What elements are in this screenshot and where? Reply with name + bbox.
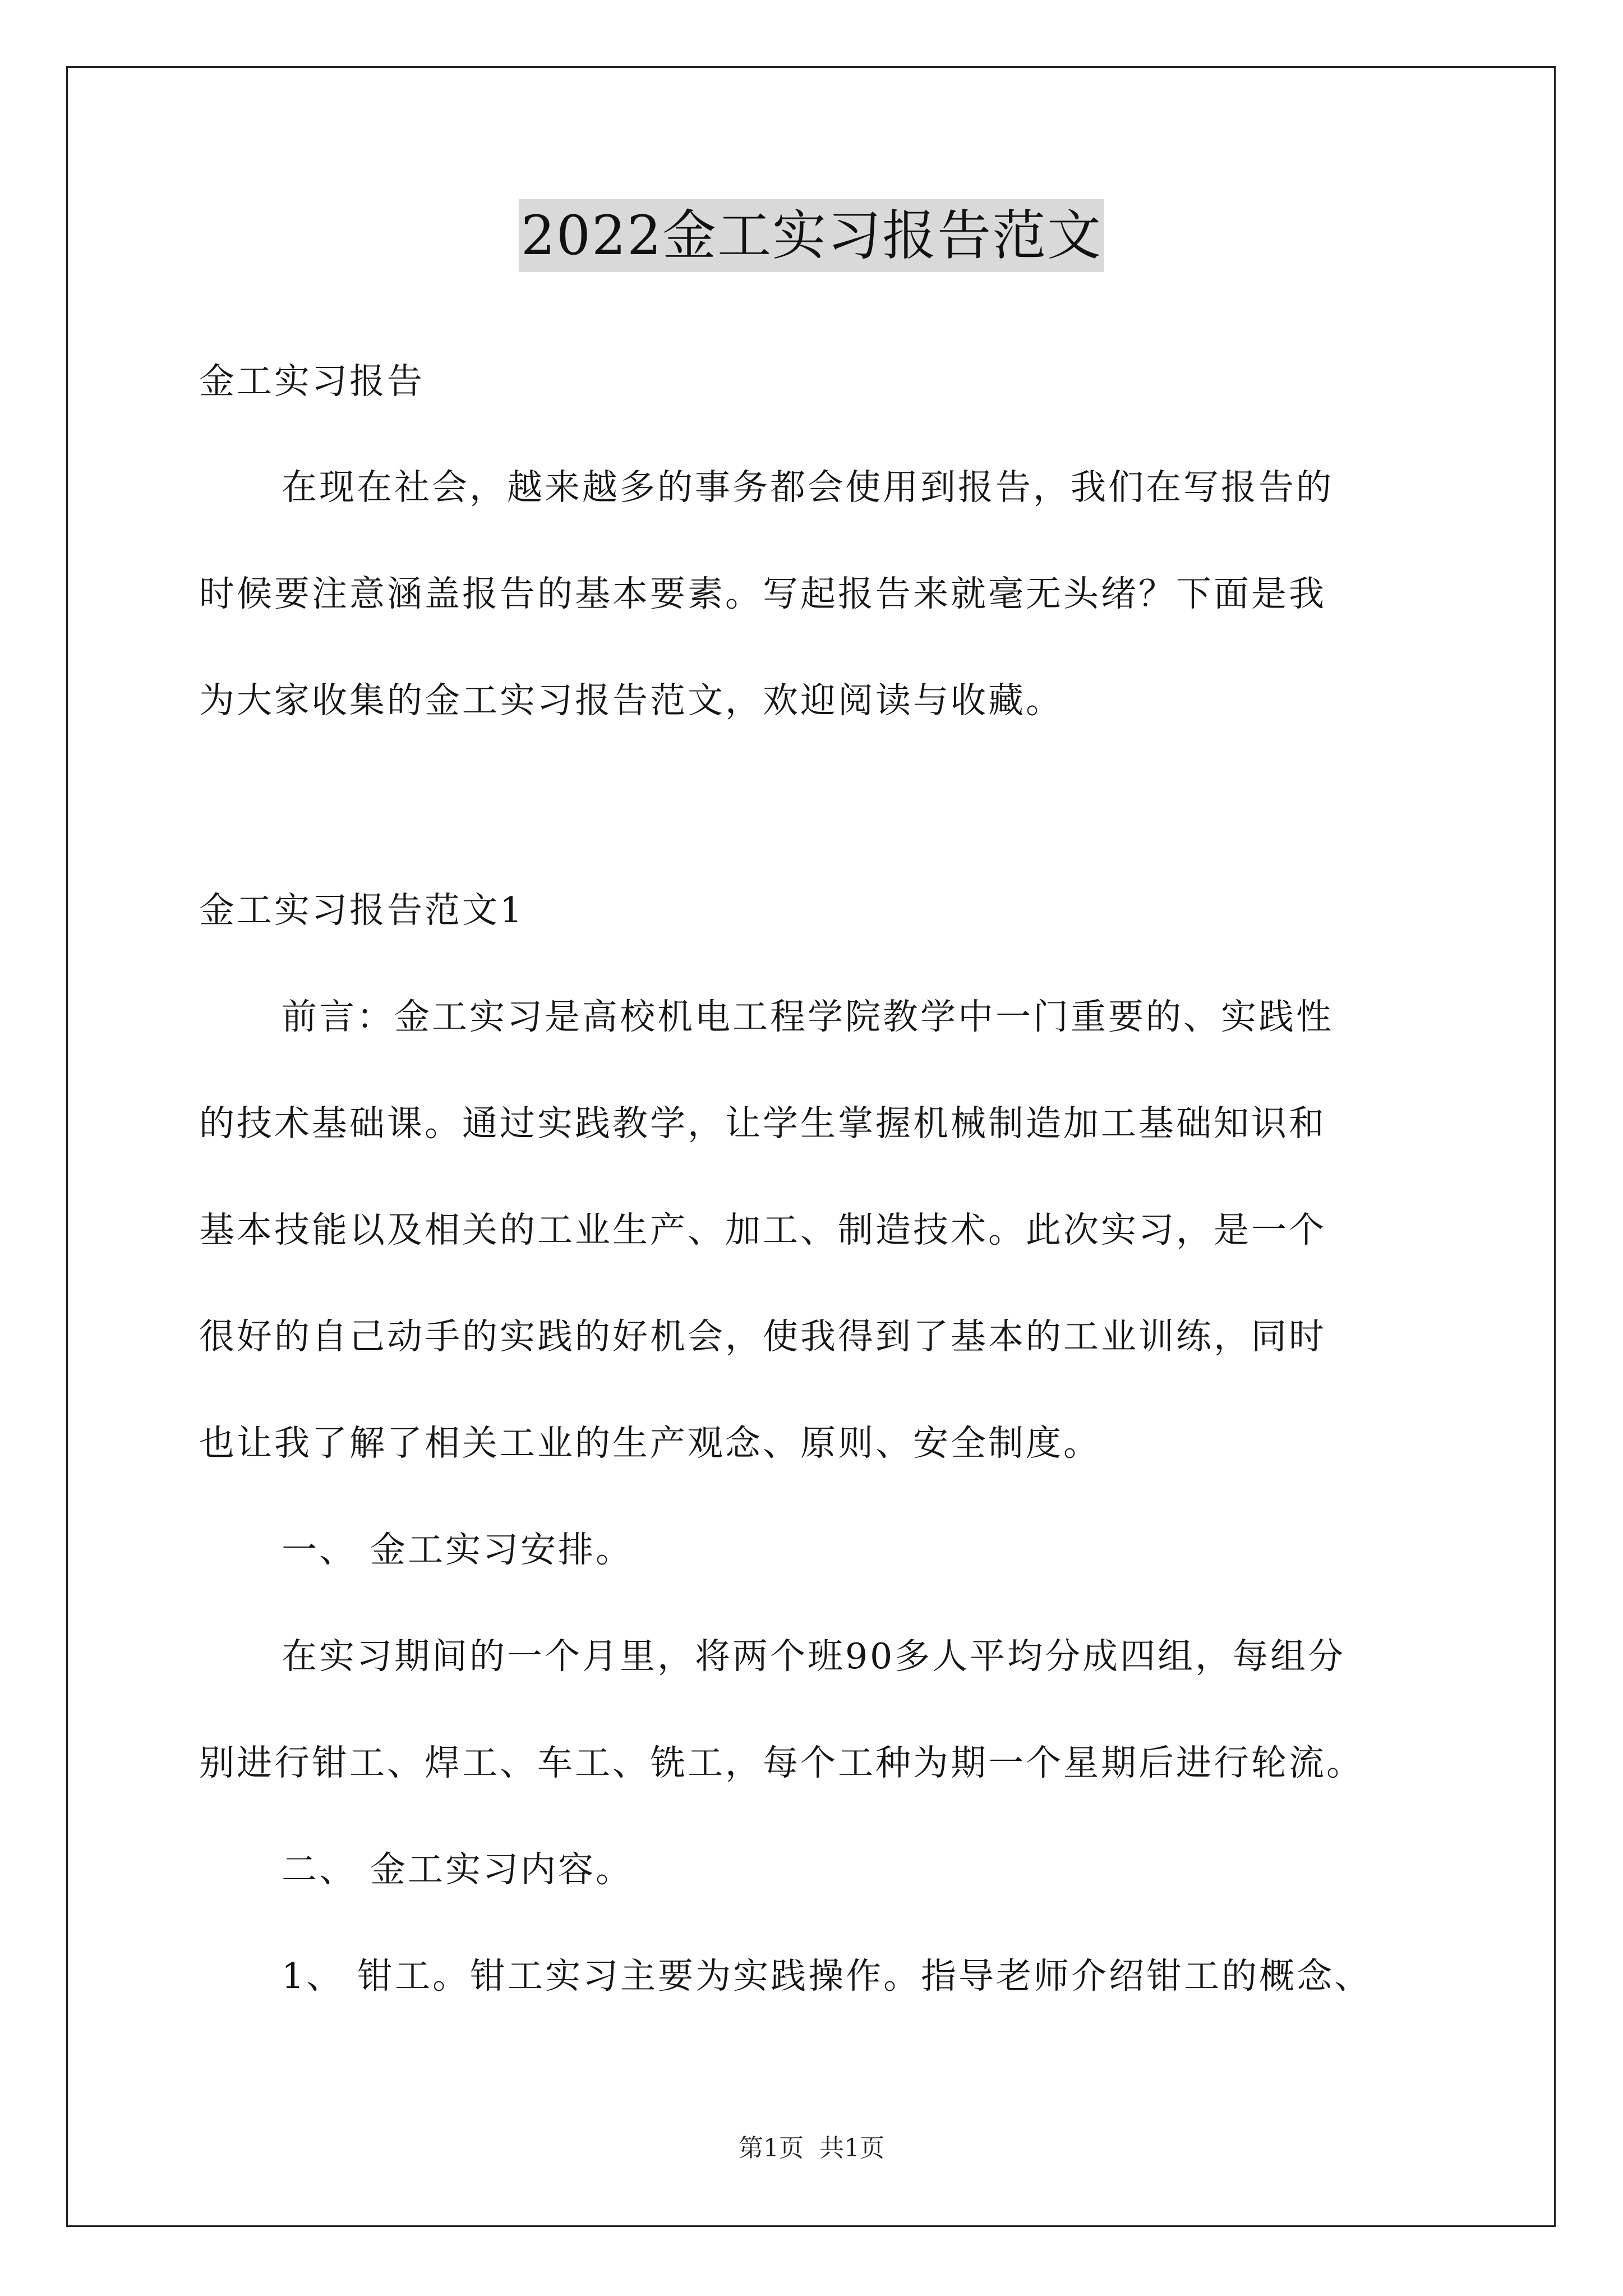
document-title: 2022金工实习报告范文 <box>519 199 1104 272</box>
paragraph-line: 别进行钳工、焊工、车工、铣工，每个工种为期一个星期后进行轮流。 <box>199 1742 1364 1783</box>
paragraph-line: 为大家收集的金工实习报告范文，欢迎阅读与收藏。 <box>199 680 1063 721</box>
paragraph-line: 前言：金工实习是高校机电工程学院教学中一门重要的、实践性 <box>282 996 1334 1037</box>
page-footer: 第1页 共1页 <box>739 2134 884 2162</box>
paragraph-line: 也让我了解了相关工业的生产观念、原则、安全制度。 <box>199 1423 1101 1464</box>
paragraph-line: 的技术基础课。通过实践教学，让学生掌握机械制造加工基础知识和 <box>199 1103 1326 1144</box>
numbered-heading: 二、 金工实习内容。 <box>282 1849 634 1890</box>
paragraph-line: 很好的自己动手的实践的好机会，使我得到了基本的工业训练，同时 <box>199 1316 1326 1357</box>
paragraph-line: 1、 钳工。钳工实习主要为实践操作。指导老师介绍钳工的概念、 <box>282 1955 1372 1996</box>
paragraph-line: 基本技能以及相关的工业生产、加工、制造技术。此次实习，是一个 <box>199 1209 1326 1250</box>
section-heading: 金工实习报告范文1 <box>199 890 525 931</box>
section-heading: 金工实习报告 <box>199 361 425 402</box>
numbered-heading: 一、 金工实习安排。 <box>282 1529 634 1570</box>
paragraph-line: 在实习期间的一个月里，将两个班90多人平均分成四组，每组分 <box>282 1636 1346 1677</box>
paragraph-line: 时候要注意涵盖报告的基本要素。写起报告来就毫无头绪？下面是我 <box>199 573 1326 614</box>
title-container <box>0 199 1623 272</box>
paragraph-line: 在现在社会，越来越多的事务都会使用到报告，我们在写报告的 <box>282 467 1334 508</box>
